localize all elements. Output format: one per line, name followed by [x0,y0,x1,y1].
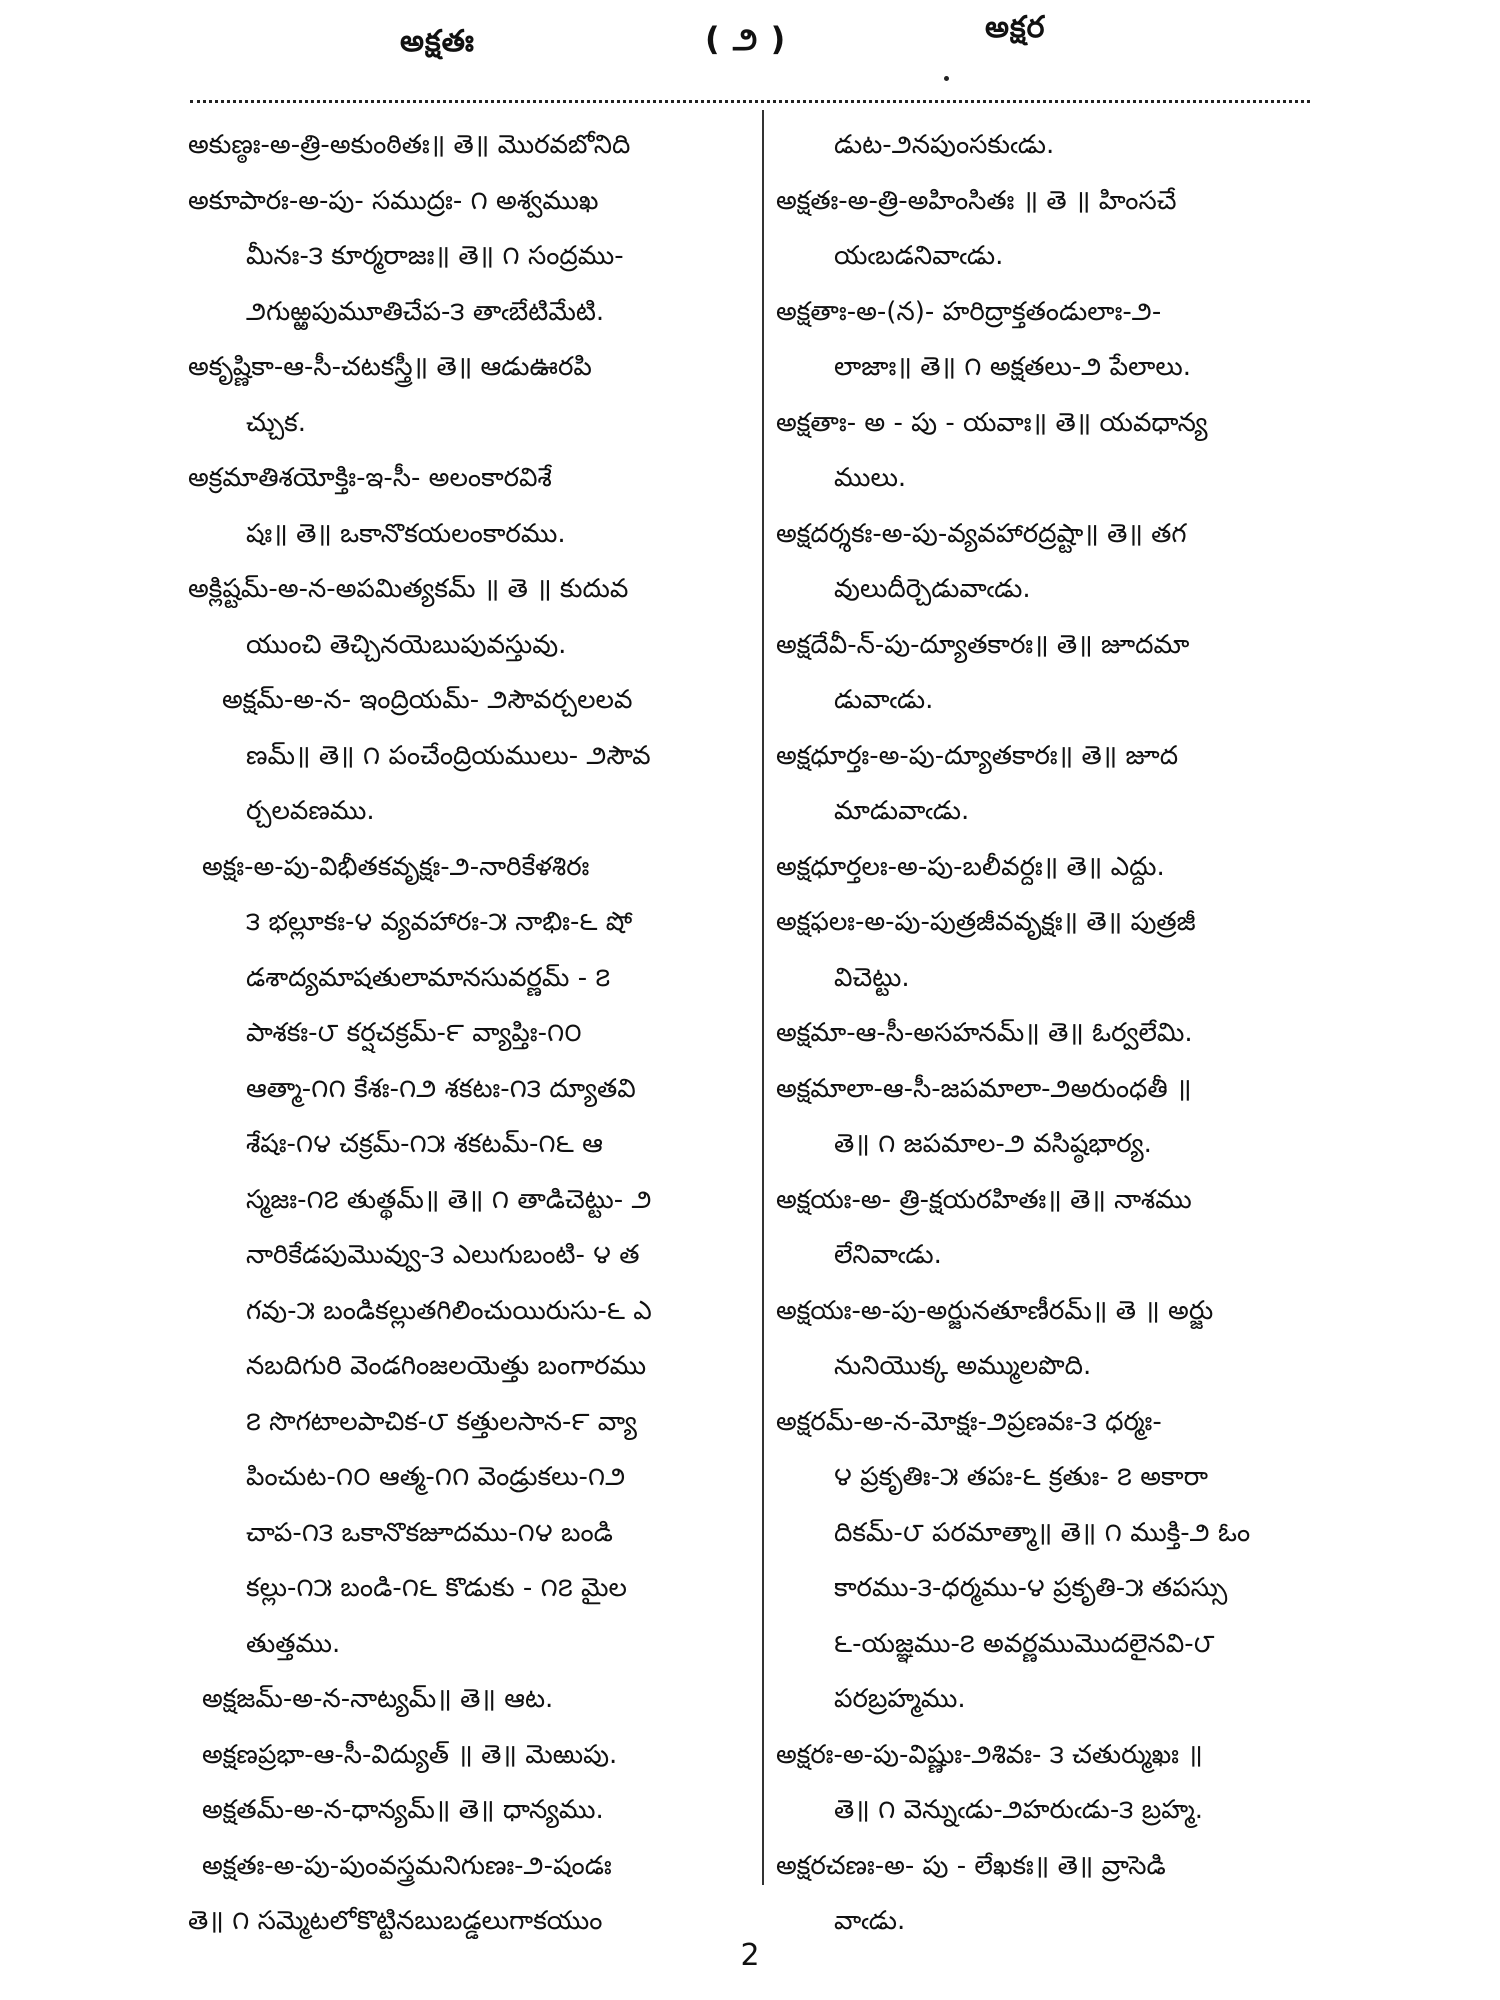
right-entry-line: ములు. [834,463,907,493]
left-entry-line: ఆత్మా-౧౧ కేశః-౧౨ శకటః-౧౩ ద్యూతవి [246,1073,636,1104]
right-entry-line: అక్షఫలః-అ-పు-పుత్రజీవవృక్షః॥ తె॥ పుత్రజీ [776,907,1196,937]
left-entry-line: ణమ్॥ తె॥ ౧ పంచేంద్రియములు- ౨సౌవ [246,740,651,771]
right-entry-line: అక్షమా-ఆ-సీ-అసహనమ్॥ తె॥ ఓర్వలేమి. [776,1018,1193,1048]
left-entry-line: అక్లిష్టమ్-అ-న-అపమిత్యకమ్ ॥ తె ॥ కుదువ [188,574,629,604]
left-entry-line: శేషః-౧౪ చక్రమ్-౧౫ శకటమ్-౧౬ ఆ [246,1129,603,1159]
right-entry-line: వాఁడు. [834,1906,906,1936]
left-entry-line: పించుట-౧౦ ఆత్మ-౧౧ వెండ్రుకలు-౧౨ [246,1462,626,1492]
left-entry-line: కల్లు-౧౫ బండి-౧౬ కొడుకు - ౧౭ మైల [246,1573,627,1603]
left-entry-line: చాప-౧౩ ఒకానొకజూదము-౧౪ బండి [246,1517,613,1548]
right-entry-line: అక్షయః-అ- త్రి-క్షయరహితః॥ తె॥ నాశము [776,1184,1192,1215]
page-header [0,6,1500,86]
right-entry-line: పరబ్రహ్మము. [834,1684,966,1714]
left-entry-line: నారికేడపుమొవ్వు-౩ ఎలుగుబంటి- ౪ త [246,1240,640,1270]
left-column [188,118,748,1950]
left-entry-line: మీనః-౩ కూర్మరాజః॥ తె॥ ౧ సంద్రము- [246,241,624,271]
right-entry-line: తె॥ ౧ వెన్నుఁడు-౨హరుఁడు-౩ బ్రహ్మ. [834,1795,1203,1825]
left-entry-line: పాశకః-౮ కర్షచక్రమ్-౯ వ్యాప్తిః-౧౦ [246,1018,582,1048]
header-right-guide-word: అక్షర [985,10,1046,45]
right-entry-line: అక్షధూర్తలః-అ-పు-బలీవర్దః॥ తె॥ ఎద్దు. [776,851,1165,882]
right-entry-line: లేనివాఁడు. [834,1240,942,1270]
left-entry-line: ర్చలవణము. [246,796,375,826]
right-entry-line: అక్షమాలా-ఆ-సీ-జపమాలా-౨అరుంధతీ ॥ [776,1073,1192,1104]
left-entry-line: చ్చుక. [246,407,307,438]
right-entry-line: అక్షదేవీ-న్-పు-ద్యూతకారః॥ తె॥ జూదమా [776,629,1190,660]
left-entry-line: తుత్తము. [246,1628,341,1659]
page-number: 2 [740,1938,760,1973]
left-entry-line: డశాద్యమాషతులామానసువర్ణమ్ - ౭ [246,962,611,993]
right-entry-line: అక్షతాః-అ-(న)- హరిద్రాక్తతండులాః-౨- [776,296,1162,327]
right-entry-line: లాజాః॥ తె॥ ౧ అక్షతలు-౨ పేలాలు. [834,352,1192,382]
right-entry-line: నునియొక్క అమ్ములపొది. [834,1351,1092,1381]
right-entry-line: అక్షతాః- అ - పు - యవాః॥ తె॥ యవధాన్య [776,407,1208,438]
right-entry-line: డుట-౨నపుంసకుఁడు. [834,130,1055,160]
left-entry-line: స్మజః-౧౭ తుత్థమ్॥ తె॥ ౧ తాడిచెట్టు- ౨ [246,1184,652,1215]
left-entry-line: అకుణ్ఠః-అ-త్రి-అకుంఠితః॥ తె॥ మొరవబోనిది [188,130,631,160]
right-entry-line: మాడువాఁడు. [834,796,970,826]
left-entry-line: అక్షః-అ-పు-విభీతకవృక్షః-౨-నారికేళశిరః [202,851,590,882]
right-column [776,118,1331,1950]
right-entry-line: విచెట్టు. [834,962,910,993]
right-entry-line: దికమ్-౮ పరమాత్మా॥ తె॥ ౧ ముక్తి-౨ ఓం [834,1517,1251,1548]
left-entry-line: ౭ సొగటాలపాచిక-౮ కత్తులసాన-౯ వ్యా [246,1406,637,1437]
header-left-guide-word: అక్షతః [400,24,475,59]
right-entry-line: అక్షరచణః-అ- పు - లేఖకః॥ తె॥ వ్రాసెడి [776,1850,1166,1881]
right-entry-line: ౬-యజ్ఞము-౭ అవర్ణముమొదలైనవి-౮ [834,1628,1215,1659]
column-divider [762,110,764,1885]
right-entry-line: కారము-౩-ధర్మము-౪ ప్రకృతి-౫ తపస్సు [834,1573,1228,1603]
left-entry-line: అక్రమాతిశయోక్తిః-ఇ-సీ- అలంకారవిశే [188,463,552,493]
right-entry-line: ౪ ప్రకృతిః-౫ తపః-౬ క్రతుః- ౭ అకారా [834,1462,1208,1492]
right-entry-line: అక్షదర్శకః-అ-పు-వ్యవహారద్రష్టా॥ తె॥ తగ [776,518,1187,549]
left-entry-line: నబదిగురి వెండగింజలయెత్తు బంగారము [246,1351,647,1381]
header-dot [944,76,949,81]
right-entry-line: అక్షయః-అ-పు-అర్జునతూణీరమ్॥ తె ॥ అర్జు [776,1295,1214,1326]
right-entry-line: యఁబడనివాఁడు. [834,241,1004,271]
right-entry-line: డువాఁడు. [834,685,934,715]
left-entry-line: గవు-౫ బండికల్లుతగిలించుయిరుసు-౬ ఎ [246,1295,652,1326]
right-entry-line: అక్షతః-అ-త్రి-అహింసితః ॥ తె ॥ హింసచే [776,185,1177,216]
header-page-label: ( ౨ ) [705,20,787,58]
left-entry-line: అక్షమ్-అ-న- ఇంద్రియమ్- ౨సౌవర్చలలవ [222,685,633,715]
left-entry-line: ౩ భల్లూకః-౪ వ్యవహారః-౫ నాభిః-౬ షో [246,907,633,937]
right-entry-line: అక్షరమ్-అ-న-మోక్షః-౨ప్రణవః-౩ ధర్మః- [776,1406,1162,1437]
left-entry-line: తె॥ ౧ సమ్మెటలోకొట్టినబుబడ్డలుగాకయుం [188,1906,603,1936]
left-entry-line: షః॥ తె॥ ఒకానొకయలంకారము. [246,518,566,549]
left-entry-line: అకృష్ణికా-ఆ-సీ-చటకస్త్రీ॥ తె॥ ఆడుఊరపి [188,352,592,382]
header-rule [190,100,1310,103]
right-entry-line: అక్షధూర్తః-అ-పు-ద్యూతకారః॥ తె॥ జూద [776,740,1179,771]
right-entry-line: అక్షరః-అ-పు-విష్ణుః-౨శివః- ౩ చతుర్ముఖః ॥ [776,1739,1203,1770]
left-entry-line: అక్షతమ్-అ-న-ధాన్యమ్॥ తె॥ ధాన్యము. [202,1795,604,1825]
right-entry-line: వులుదీర్చెడువాఁడు. [834,574,1031,604]
left-entry-line: అక్షజమ్-అ-న-నాట్యమ్॥ తె॥ ఆట. [202,1684,554,1714]
left-entry-line: యుంచి తెచ్చినయెబుపువస్తువు. [246,629,567,660]
left-entry-line: అక్షతః-అ-పు-పుంవస్త్రమనిగుణః-౨-షండః [202,1850,612,1881]
right-entry-line: తె॥ ౧ జపమాల-౨ వసిష్ఠభార్య. [834,1129,1152,1159]
left-entry-line: అక్షణప్రభా-ఆ-సీ-విద్యుత్ ॥ తె॥ మెఱుపు. [202,1739,618,1770]
left-entry-line: ౨గుఱ్ఱపుమూతిచేప-౩ తాఁబేటిమేటి. [246,296,605,327]
left-entry-line: అకూపారః-అ-పు- సముద్రః- ౧ అశ్వముఖ [188,185,599,216]
